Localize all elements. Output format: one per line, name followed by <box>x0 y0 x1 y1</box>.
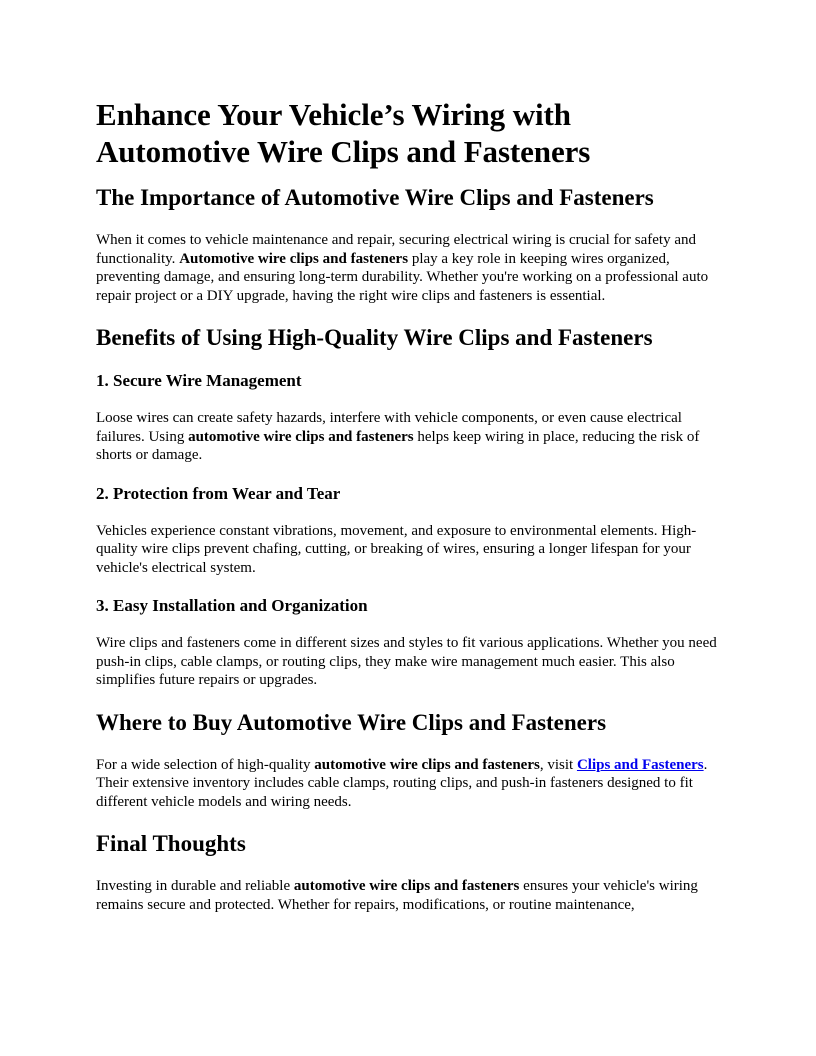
heading-final-thoughts: Final Thoughts <box>96 831 246 856</box>
paragraph-buy-text-b: , visit <box>539 756 577 773</box>
paragraph-importance-bold: Automotive wire clips and fasteners <box>179 250 409 267</box>
heading-importance: The Importance of Automotive Wire Clips and Fasteners <box>96 185 654 210</box>
paragraph-importance <box>96 231 720 305</box>
paragraph-where-to-buy <box>96 756 720 812</box>
page-title: Enhance Your Vehicle’s Wiring with Automotive Wire Clips and Fasteners <box>96 97 591 169</box>
clips-and-fasteners-link[interactable]: Clips and Fasteners <box>576 756 704 773</box>
paragraph-importance-text-b: play a key role in keeping wires organized, preventing damage, and ensuring long-term durability. Whether you're working on a professional auto repair project or a DIY upgrade, having the right wire clips and fasteners is essential. <box>96 250 709 304</box>
paragraph-final-thoughts <box>96 877 720 914</box>
paragraph-benefit-3: Wire clips and fasteners come in different sizes and styles to fit various applications. Whether you need push-in clips, cable clamps, or routing clips, they make wire management much easier. This also simplifies future repairs or upgrades. <box>96 635 717 688</box>
paragraph-benefit-1-text-b: helps keep wiring in place, reducing the risk of shorts or damage. <box>96 428 700 463</box>
paragraph-buy-text-c: . Their extensive inventory includes cable clamps, routing clips, and push-in fasteners designed to fit different vehicle models and wiring needs. <box>96 756 708 810</box>
paragraph-benefit-2: Vehicles experience constant vibrations, movement, and exposure to environmental elements. High-quality wire clips prevent chafing, cutting, or breaking of wires, ensuring a longer lifespan for your vehicle's electrical system. <box>96 522 697 576</box>
heading-where-to-buy: Where to Buy Automotive Wire Clips and Fasteners <box>96 709 607 735</box>
paragraph-benefit-1-text-a: Loose wires can create safety hazards, interfere with vehicle components, or even cause electrical failures. Using <box>96 410 682 445</box>
paragraph-final-bold: automotive wire clips and fasteners <box>293 878 520 894</box>
document-page <box>96 96 720 914</box>
paragraph-final-text-a: Investing in durable and reliable <box>96 878 294 894</box>
subheading-benefit-1: 1. Secure Wire Management <box>96 371 302 390</box>
paragraph-buy-text-a: For a wide selection of high-quality <box>96 756 315 773</box>
paragraph-benefit-1 <box>96 409 720 465</box>
subheading-benefit-2: 2. Protection from Wear and Tear <box>96 483 341 503</box>
paragraph-importance-text-a: When it comes to vehicle maintenance and repair, securing electrical wiring is crucial for safety and functionality. <box>96 232 696 267</box>
paragraph-benefit-1-bold: automotive wire clips and fasteners <box>188 428 414 445</box>
subheading-benefit-3: 3. Easy Installation and Organization <box>96 596 368 615</box>
paragraph-buy-bold: automotive wire clips and fasteners <box>314 756 540 773</box>
heading-benefits: Benefits of Using High-Quality Wire Clips and Fasteners <box>96 325 653 350</box>
paragraph-final-text-b: ensures your vehicle's wiring remains secure and protected. Whether for repairs, modifications, or routine maintenance, <box>96 878 698 913</box>
